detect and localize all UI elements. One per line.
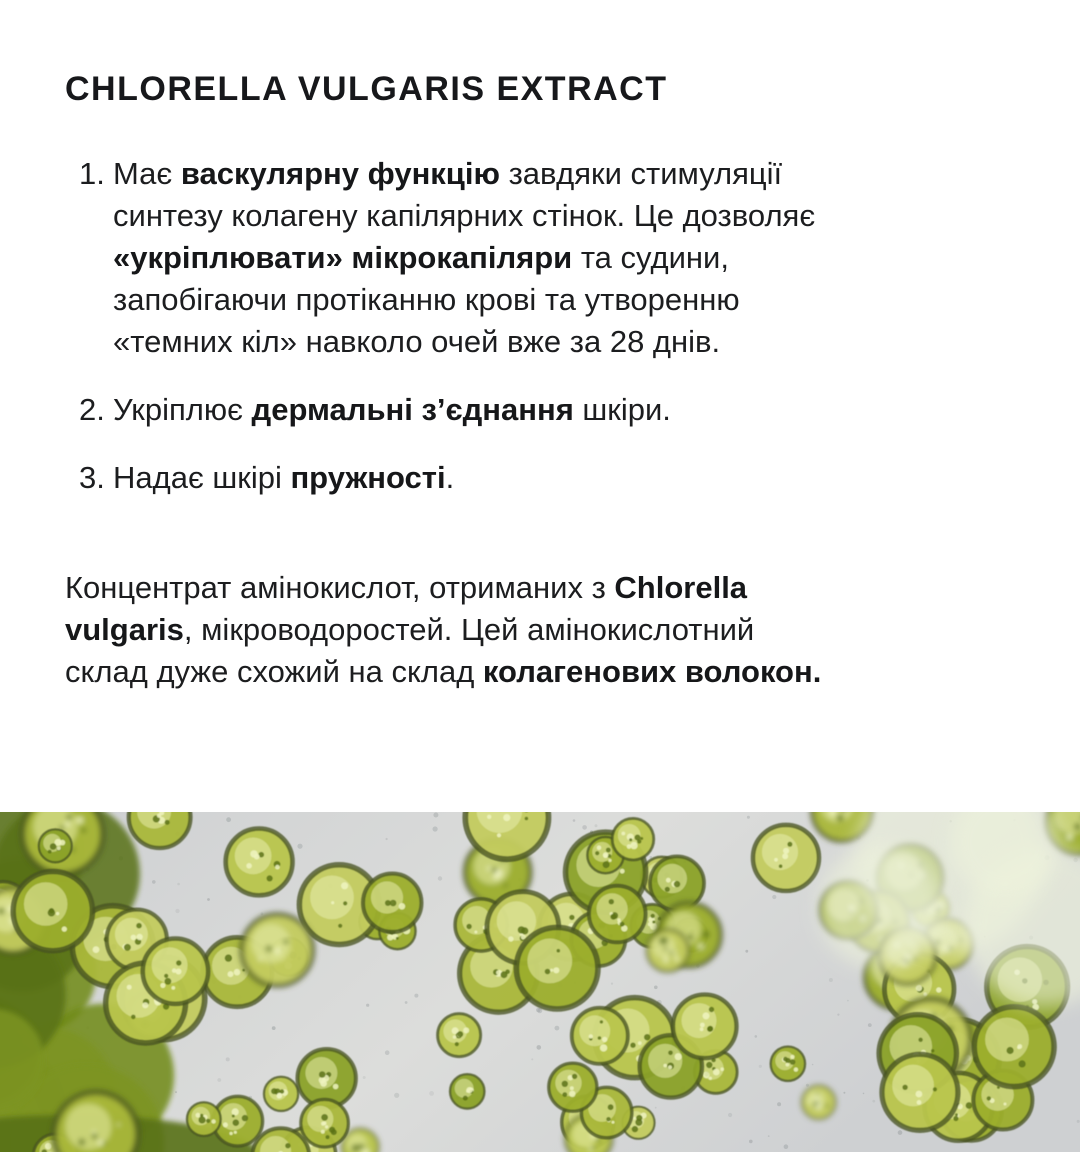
text-run: синтезу колагену капілярних стінок. Це дозволяє bbox=[113, 198, 815, 233]
micrograph-image bbox=[0, 812, 1080, 1152]
slide bbox=[0, 72, 1080, 1152]
content-area bbox=[0, 72, 1080, 693]
list-item bbox=[79, 153, 1025, 363]
text-line bbox=[113, 389, 1025, 431]
text-run: склад дуже схожий на склад bbox=[65, 654, 483, 689]
text-run: Концентрат амінокислот, отриманих з bbox=[65, 570, 614, 605]
text-line bbox=[65, 651, 1025, 693]
list-item-text bbox=[113, 389, 1025, 431]
text-line bbox=[65, 567, 1025, 609]
text-line bbox=[65, 609, 1025, 651]
list-item-text bbox=[113, 153, 1025, 363]
text-run: запобігаючи протіканню крові та утворенню bbox=[113, 282, 740, 317]
list-item bbox=[79, 389, 1025, 431]
list-item bbox=[79, 457, 1025, 499]
description-paragraph bbox=[65, 567, 1025, 693]
text-line bbox=[113, 237, 1025, 279]
text-line bbox=[113, 195, 1025, 237]
text-run: Укріплює bbox=[113, 392, 252, 427]
text-run: завдяки стимуляції bbox=[500, 156, 782, 191]
bold-text-run: пружності bbox=[290, 460, 445, 495]
list-item-number: 2. bbox=[79, 389, 113, 431]
page-title: CHLORELLA VULGARIS EXTRACT bbox=[65, 72, 1025, 108]
list-item-text bbox=[113, 457, 1025, 499]
text-run: шкіри. bbox=[574, 392, 671, 427]
text-line bbox=[113, 321, 1025, 363]
text-run: Має bbox=[113, 156, 181, 191]
bold-text-run: дермальні з’єднання bbox=[252, 392, 574, 427]
benefits-list bbox=[65, 153, 1025, 499]
list-item-number: 3. bbox=[79, 457, 113, 499]
text-line bbox=[113, 153, 1025, 195]
text-run: «темних кіл» навколо очей вже за 28 днів. bbox=[113, 324, 720, 359]
bold-text-run: vulgaris bbox=[65, 612, 184, 647]
text-line bbox=[113, 279, 1025, 321]
bold-text-run: колагенових волокон. bbox=[483, 654, 821, 689]
bold-text-run: васкулярну функцію bbox=[181, 156, 500, 191]
text-run: , мікроводоростей. Цей амінокислотний bbox=[184, 612, 754, 647]
list-item-number: 1. bbox=[79, 153, 113, 195]
bold-text-run: Chlorella bbox=[614, 570, 747, 605]
text-run: . bbox=[446, 460, 455, 495]
bold-text-run: «укріплювати» мікрокапіляри bbox=[113, 240, 572, 275]
infographic-slide bbox=[0, 72, 1080, 1152]
chlorella-microscopy-photo bbox=[0, 812, 1080, 1152]
text-line bbox=[113, 457, 1025, 499]
text-run: Надає шкірі bbox=[113, 460, 290, 495]
text-run: та судини, bbox=[572, 240, 729, 275]
